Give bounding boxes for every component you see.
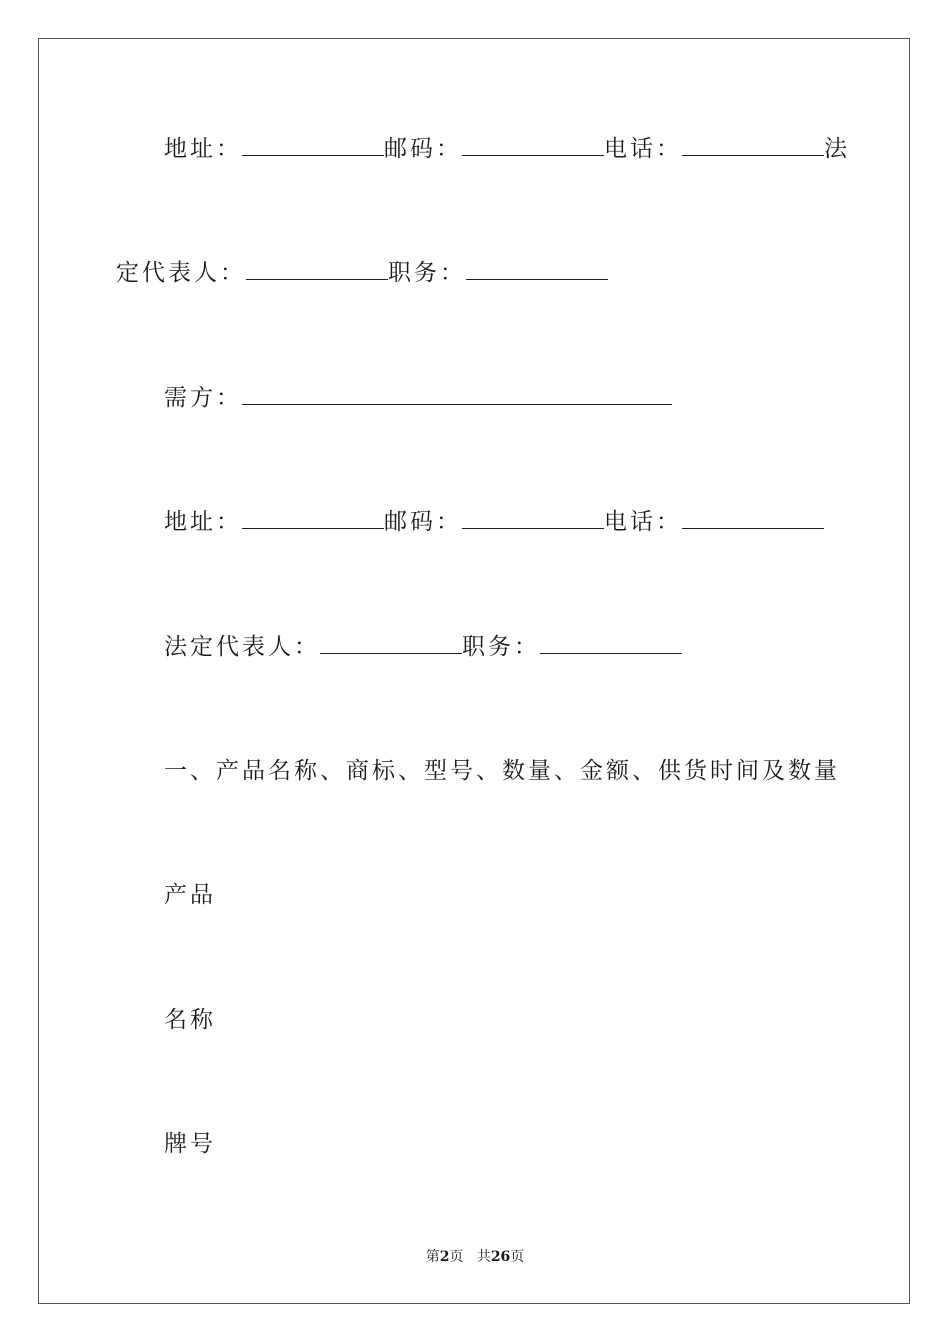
legal-rep-blank (320, 633, 462, 654)
phone-label: 电话： (604, 136, 682, 162)
address-blank (242, 135, 384, 156)
column-brand: 牌号 (164, 1131, 216, 1157)
job-title-blank (540, 633, 682, 654)
page-prefix: 第 (425, 1249, 440, 1265)
column-name: 名称 (164, 1007, 216, 1033)
job-title-label: 职务： (388, 260, 466, 286)
postcode-label: 邮码： (384, 509, 462, 535)
line-continuation: 法 (824, 136, 850, 162)
total-suffix: 页 (510, 1249, 525, 1265)
buyer-contact-line (164, 507, 824, 537)
section-heading: 一、产品名称、商标、型号、数量、金额、供货时间及数量 (164, 758, 840, 784)
buyer-label: 需方： (164, 385, 242, 411)
phone-blank (682, 508, 824, 529)
buyer-rep-line (164, 632, 682, 662)
phone-label: 电话： (604, 509, 682, 535)
phone-blank (682, 135, 824, 156)
supplier-contact-line (164, 134, 850, 164)
page-border (38, 38, 910, 1304)
address-blank (242, 508, 384, 529)
total-pages: 26 (490, 1249, 511, 1265)
page-footer (0, 1246, 950, 1266)
page-suffix: 页 (449, 1249, 464, 1265)
legal-rep-label: 法定代表人： (164, 634, 320, 660)
buyer-line (164, 383, 672, 413)
postcode-blank (462, 135, 604, 156)
legal-rep-blank (246, 259, 388, 280)
postcode-blank (462, 508, 604, 529)
address-label: 地址： (164, 136, 242, 162)
postcode-label: 邮码： (384, 136, 462, 162)
job-title-label: 职务： (462, 634, 540, 660)
supplier-rep-line (116, 258, 608, 288)
buyer-blank (242, 384, 672, 405)
address-label: 地址： (164, 509, 242, 535)
legal-rep-label: 定代表人： (116, 260, 246, 286)
column-product: 产品 (164, 882, 216, 908)
total-prefix: 共 (476, 1249, 491, 1265)
page-number: 2 (439, 1249, 450, 1265)
job-title-blank (466, 259, 608, 280)
